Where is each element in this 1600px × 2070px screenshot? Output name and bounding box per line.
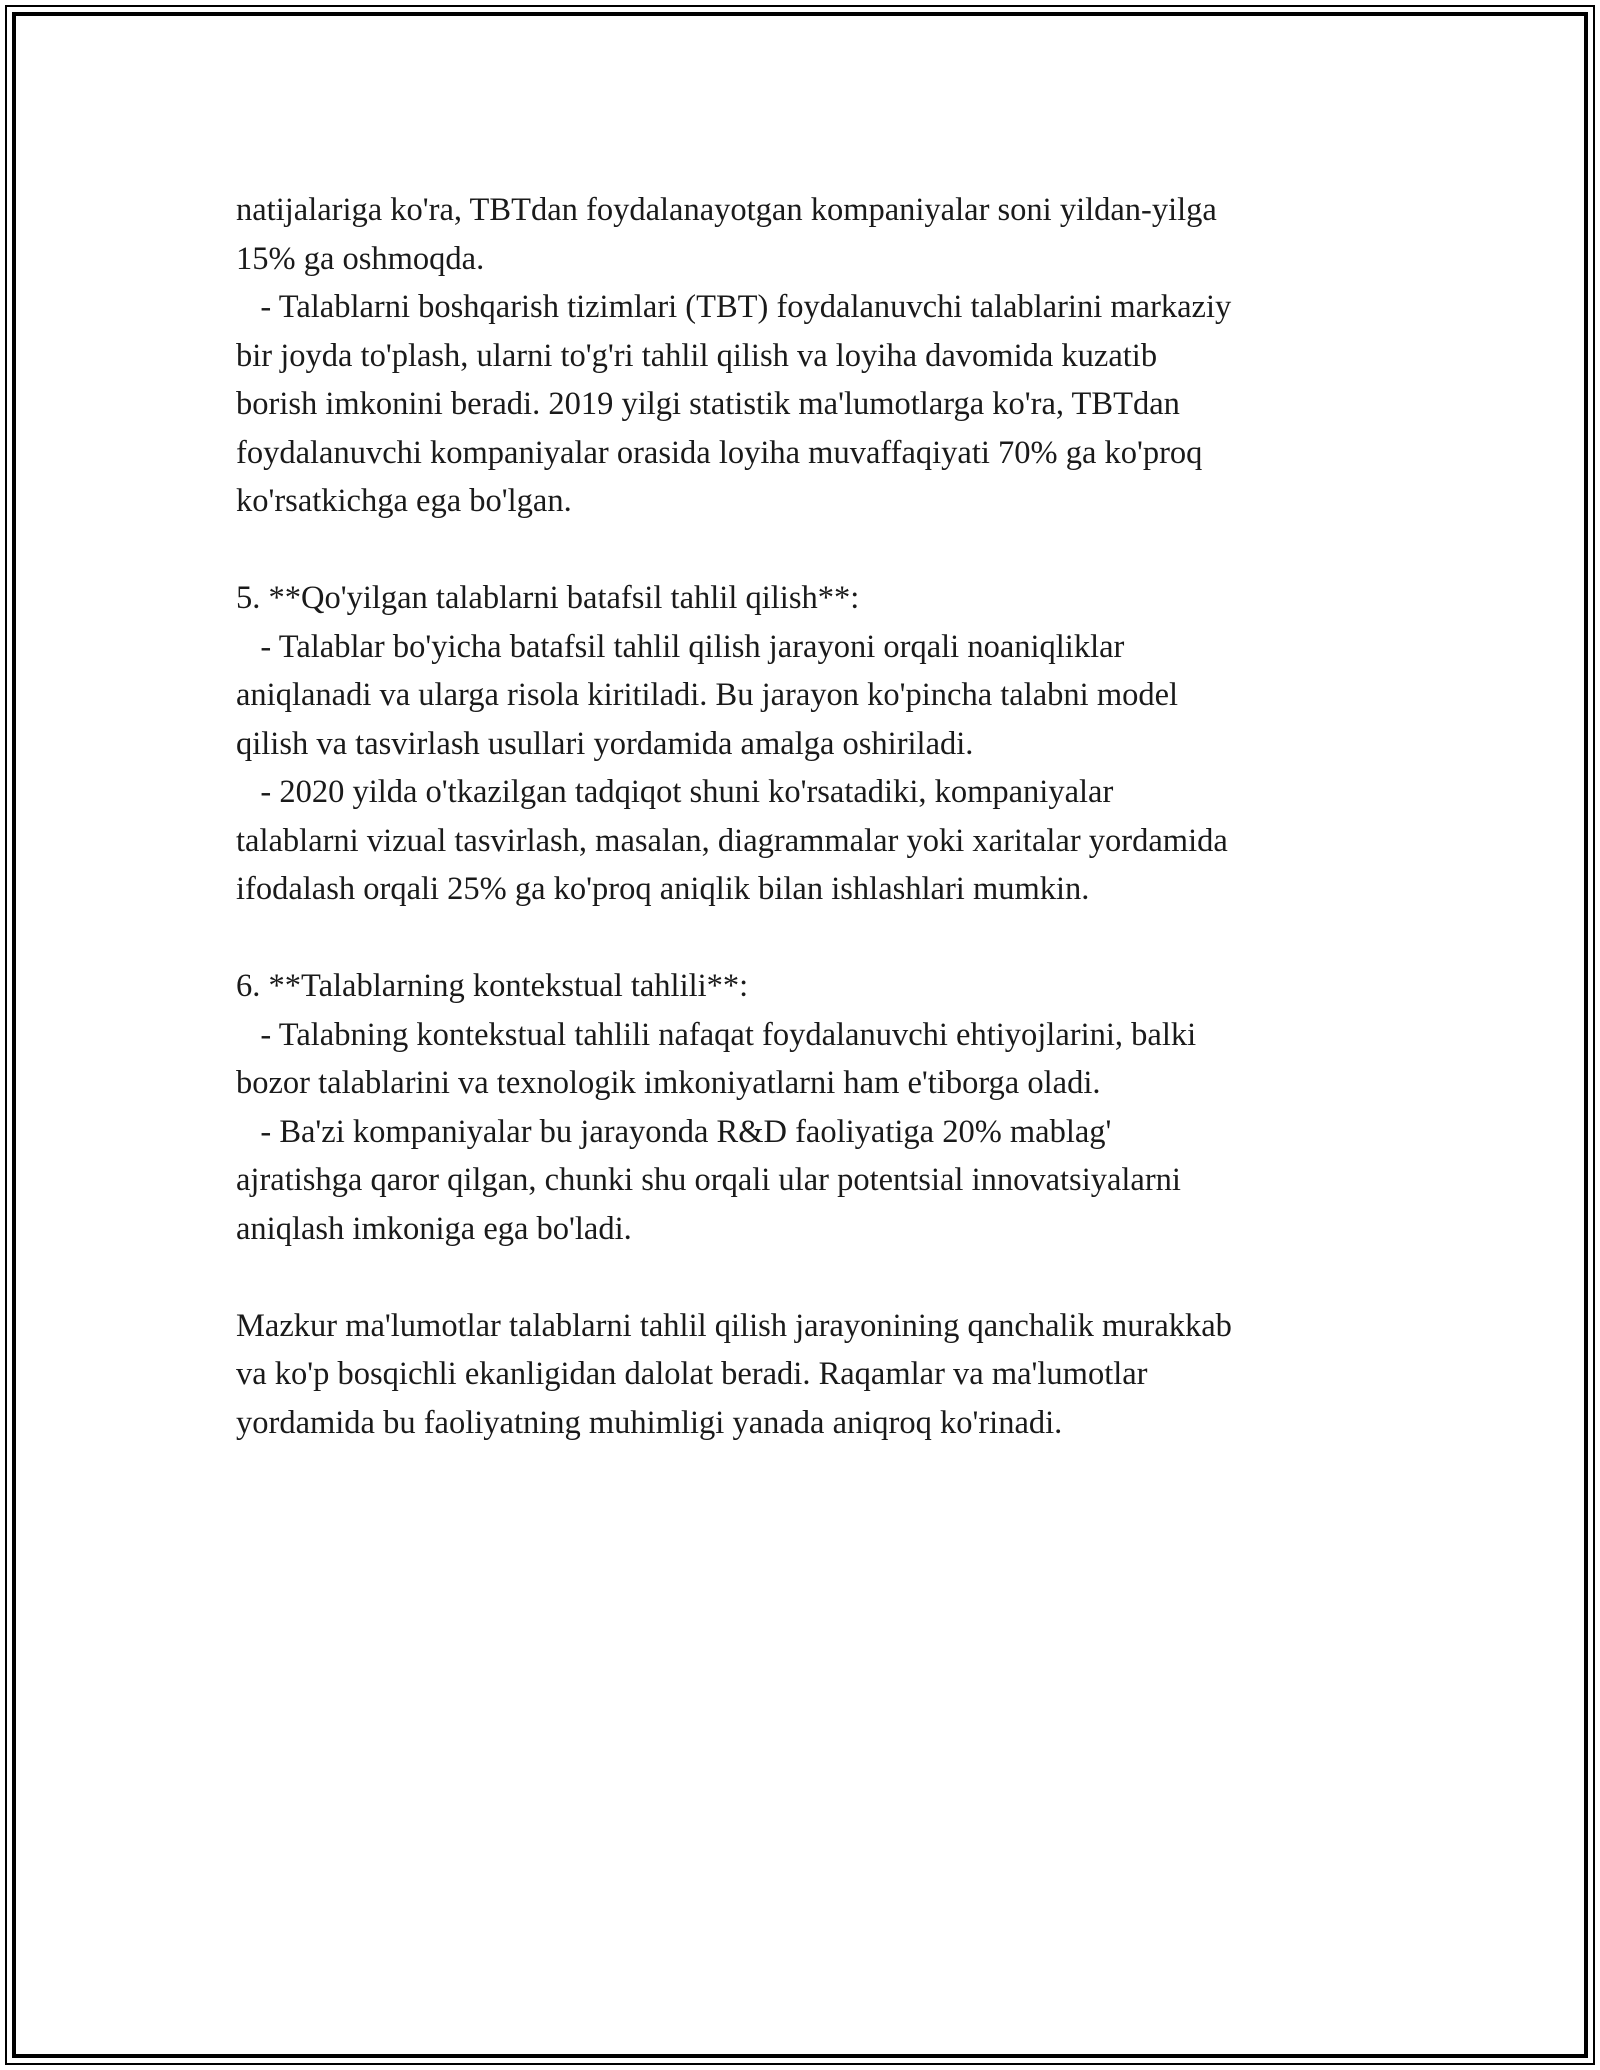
text-line: - 2020 yilda o'tkazilgan tadqiqot shuni ko'rsatadiki, kompaniyalar xyxy=(236,774,1114,810)
text-line: aniqlash imkoniga ega bo'ladi. xyxy=(236,1210,632,1247)
section-heading: 5. **Qo'yilgan talablarni batafsil tahlil qilish**: xyxy=(236,580,860,616)
text-line: ko'rsatkichga ega bo'lgan. xyxy=(236,483,572,519)
text-line: aniqlanadi va ularga risola kiritiladi. Bu jarayon ko'pincha talabni model xyxy=(236,677,1179,713)
text-line: talablarni vizual tasvirlash, masalan, diagrammalar yoki xaritalar yordamida xyxy=(236,822,1228,859)
text-line: - Ba'zi kompaniyalar bu jarayonda R&D faoliyatiga 20% mablag' xyxy=(236,1113,1112,1150)
text-line: ajratishga qaror qilgan, chunki shu orqali ular potentsial innovatsiyalarni xyxy=(236,1162,1181,1198)
text-line: - Talablarni boshqarish tizimlari (TBT) foydalanuvchi talablarini markaziy xyxy=(236,289,1232,325)
paragraph-spacer xyxy=(236,1253,1376,1302)
text-line: bozor talablarini va texnologik imkoniyatlarni ham e'tiborga oladi. xyxy=(236,1065,1101,1101)
document-body xyxy=(236,186,1376,1447)
text-line: 15% ga oshmoqda. xyxy=(236,240,485,277)
section-heading: 6. **Talablarning kontekstual tahlili**: xyxy=(236,968,749,1004)
text-line: Mazkur ma'lumotlar talablarni tahlil qilish jarayonining qanchalik murakkab xyxy=(236,1307,1232,1344)
text-line: foydalanuvchi kompaniyalar orasida loyiha muvaffaqiyati 70% ga ko'proq xyxy=(236,434,1203,471)
text-line: yordamida bu faoliyatning muhimligi yanada aniqroq ko'rinadi. xyxy=(236,1404,1063,1441)
paragraph-spacer xyxy=(236,914,1376,963)
text-line: qilish va tasvirlash usullari yordamida amalga oshiriladi. xyxy=(236,725,974,762)
text-line: - Talablar bo'yicha batafsil tahlil qilish jarayoni orqali noaniqliklar xyxy=(236,628,1125,665)
paragraph-spacer xyxy=(236,526,1376,575)
text-line: - Talabning kontekstual tahlili nafaqat foydalanuvchi ehtiyojlarini, balki xyxy=(236,1016,1197,1053)
text-line: va ko'p bosqichli ekanligidan dalolat beradi. Raqamlar va ma'lumotlar xyxy=(236,1356,1148,1392)
text-line: borish imkonini beradi. 2019 yilgi statistik ma'lumotlarga ko'ra, TBTdan xyxy=(236,386,1180,422)
text-line: natijalariga ko'ra, TBTdan foydalanayotgan kompaniyalar soni yildan-yilga xyxy=(236,192,1217,228)
text-line: ifodalash orqali 25% ga ko'proq aniqlik bilan ishlashlari mumkin. xyxy=(236,871,1090,907)
text-line: bir joyda to'plash, ularni to'g'ri tahlil qilish va loyiha davomida kuzatib xyxy=(236,337,1158,374)
